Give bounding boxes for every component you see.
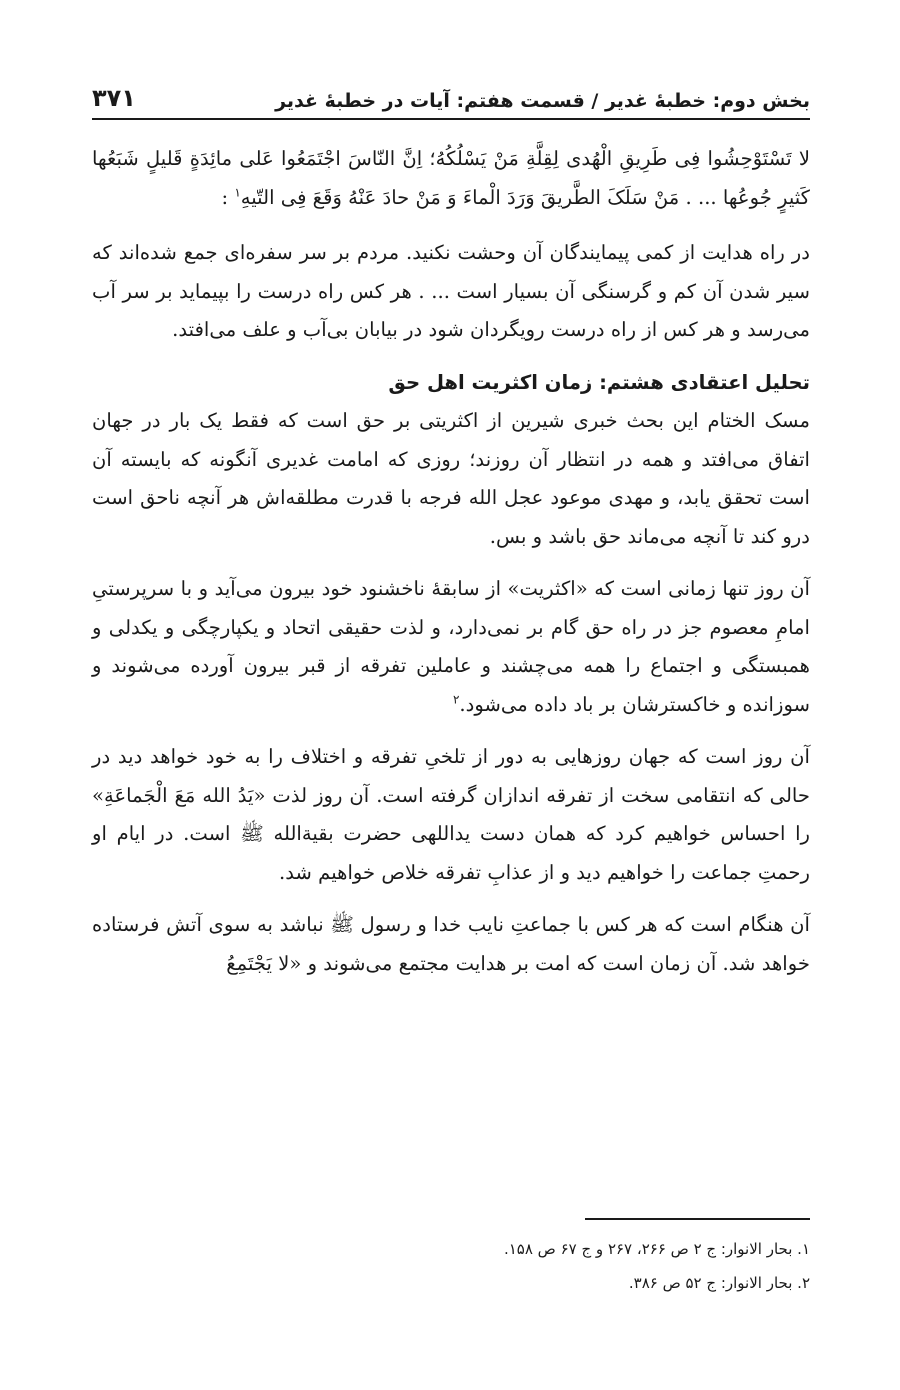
running-title: بخش دوم: خطبهٔ غدیر / قسمت هفتم: آیات در خطبهٔ غدیر: [275, 90, 810, 112]
arabic-quote-text: لا تَسْتَوْحِشُوا فِی طَرِیقِ الْهُدی لِقِلَّةِ مَنْ یَسْلُکُهُ؛ اِنَّ النّاسَ اجْتَمَعُوا عَلی مائِدَةٍ قَلیلٍ شَبَعُها کَثیرٍ جُوعُها ... . مَنْ سَلَکَ الطَّریقَ وَرَدَ الْماءَ وَ مَنْ حادَ عَنْهُ وَقَعَ فِی التّیهِ: [92, 147, 810, 209]
paragraph-3-text: آن روز تنها زمانی است که «اکثریت» از سابقهٔ ناخشنود خود بیرون می‌آید و با سرپرستیِ امامِ معصوم جز در راه حق گام بر نمی‌دارد، و لذت حقیقی اتحاد و یکپارچگی و یکدلی و همبستگی و اجتماع را همه می‌چشند و عاملین تفرقه از قبر بیرون آورده می‌شوند و سوزانده و خاکسترشان بر باد داده می‌شود.: [92, 577, 810, 716]
paragraph-2: مسک الختام این بحث خبری شیرین از اکثریتی بر حق است که فقط یک بار در جهان اتفاق می‌افتد و همه در انتظار آن روزند؛ روزی که امامت غدیری آنگونه که بایسته آن است تحقق یابد، و مهدی موعود عجل الله فرجه با قدرت مطلقه‌اش هر آنچه ناحق است درو کند تا آنچه می‌ماند حق باشد و بس.: [92, 409, 810, 548]
book-page: [92, 0, 810, 1390]
footnote-2: ۲. بحار الانوار: ج ۵۲ ص ۳۸۶.: [628, 1274, 810, 1292]
page-number: ۳۷۱: [92, 84, 136, 112]
footnotes: [92, 1232, 810, 1300]
paragraph-4: آن روز است که جهان روزهایی به دور از تلخیِ تفرقه و اختلاف را به خود خواهد دید در حالی که انتقامی سخت از تفرقه اندازان گرفته است. آن روز لذت «یَدُ الله مَعَ الْجَماعَةِ» را احساس خواهیم کرد که همان دست یداللهی حضرت بقیةالله ﷺ است. در ایام او رحمتِ جماعت را خواهیم دید و از عذابِ تفرقه خلاص خواهیم شد.: [92, 745, 810, 884]
main-text: [92, 140, 810, 997]
paragraph-3: [92, 570, 810, 724]
paragraph-translation: در راه هدایت از کمی پیمایندگان آن وحشت نکنید. مردم بر سر سفره‌ای جمع شده‌اند که سیر شدن آن کم و گرسنگی آن بسیار است ... . هر کس راه درست را بپیماید بر سر آب می‌رسد و هر کس از راه درست رویگردان شود در بیابان بی‌آب و علف می‌افتد.: [92, 241, 810, 341]
footnote-1: ۱. بحار الانوار: ج ۲ ص ۲۶۶، ۲۶۷ و ج ۶۷ ص ۱۵۸.: [503, 1240, 810, 1258]
section-heading: تحلیل اعتقادی هشتم: زمان اکثریت اهل حق: [388, 370, 810, 394]
paragraph-5: آن هنگام است که هر کس با جماعتِ نایب خدا و رسول ﷺ نباشد به سوی آتش فرستاده خواهد شد. آن زمان است که امت بر هدایت مجتمع می‌شوند و «لا یَجْتَمِعُ: [92, 913, 810, 975]
footnote-ref-1: ۱: [234, 184, 241, 199]
footnote-ref-2: ۲: [452, 691, 460, 706]
arabic-quote: لا تَسْتَوْحِشُوا فِی طَرِیقِ الْهُدی لِقِلَّةِ مَنْ یَسْلُکُهُ؛ اِنَّ النّاسَ اجْتَمَعُوا عَلی مائِدَةٍ قَلیلٍ شَبَعُها کَثیرٍ جُوعُها ... . مَنْ سَلَکَ الطَّریقَ وَرَدَ الْماءَ وَ مَنْ حادَ عَنْهُ وَقَعَ فِی التّیهِ$^۱$ :: [92, 147, 810, 209]
footnote-divider: [585, 1218, 810, 1220]
running-header: [92, 70, 810, 120]
